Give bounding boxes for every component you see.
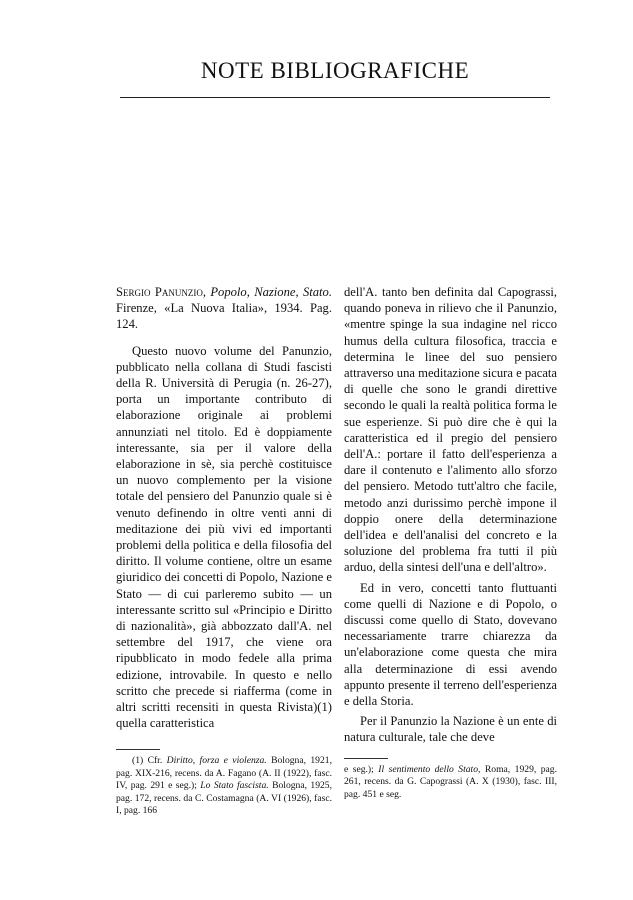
footnote-ref2-rest: Bologna, 1925, pag. 172, recens. da C. Costamagna (A. VI (1926), fasc. I, pag. 166 (116, 780, 332, 817)
right-paragraph-2: Ed in vero, concetti tanto fluttuanti come quelli di Nazione e di Popolo, o discussi come quello di Stato, dovevano necessariamente trarre chiarezza da un'elaborazione come questa che mira alla determinazione di essi avendo appunto presente il terreno dell'esperienza e della Storia. (344, 580, 557, 709)
footnote-right (344, 758, 557, 801)
footnote-left (116, 749, 332, 817)
review-book-title: Popolo, Nazione, Stato. (210, 285, 332, 299)
footnote-cont-prefix: e seg.); (344, 763, 374, 775)
footnote-marker: (1) (132, 755, 144, 767)
footnote-rule-right (344, 758, 388, 759)
header-rule (120, 97, 550, 98)
footnote-ref1-prefix: Cfr. (147, 755, 163, 767)
footnote-ref1-title: Diritto, forza e violenza. (166, 755, 267, 767)
footnote-ref2-title: Lo Stato fascista. (200, 780, 269, 792)
review-publisher: Firenze, «La Nuova Italia», 1934. Pag. 124. (116, 301, 332, 332)
page-title: NOTE BIBLIOGRAFICHE (200, 58, 470, 83)
right-paragraph-3: Per il Panunzio la Nazione è un ente di natura culturale, tale che deve (344, 714, 557, 745)
right-paragraph-1: dell'A. tanto ben definita dal Capograssi, quando poneva in rilievo che il Panunzio, «mentre spinge la sua indagine nel ricco humus della cultura filosofica, traccia e determina le linee del suo pensiero attraverso una meditazione sicura e pacata di quelle che sono le grandi direttive secondo le quali la realtà politica forma le sue esperienze. Si può dire che è qui la caratteristica ed il pregio del pensiero dell'A.: portare il fatto dell'esperienza a dare il contenuto e l'alimento allo sforzo del pensiero. Metodo tutt'altro che facile, metodo anzi durissimo perchè impone il doppio onere della determinazione dell'idea e dell'analisi del concreto e la soluzione del problema fra tutti il più arduo, della sintesi dell'una e dell'altro». (344, 285, 557, 575)
review-author: Sergio Panunzio, (116, 285, 206, 299)
right-column (344, 284, 557, 801)
left-column (116, 284, 332, 818)
footnote-rule (116, 749, 160, 750)
footnote-cont-title: Il sentimento dello Stato, (378, 763, 481, 775)
footnote-1 (116, 755, 332, 817)
footnote-1-continued (344, 764, 557, 801)
review-heading (116, 284, 332, 333)
footnote-cont-rest: Roma, 1929, pag. 261, recens. da G. Capograssi (A. X (1930), fasc. III, pag. 451 e seg. (344, 763, 557, 800)
left-paragraph-1: Questo nuovo volume del Panunzio, pubblicato nella collana di Studi fascisti della R. Università di Perugia (n. 26-27), porta un importante contributo di elaborazione originale ai problemi annunziati nel titolo. Ed è doppiamente interessante, sia per il valore della elaborazione in sè, sia perchè costituisce un nuovo complemento per la visione totale del pensiero del Panunzio quale si è venuto definendo in oltre venti anni di meditazione dei più vivi ed importanti problemi della politica e della filosofia del diritto. Il volume contiene, oltre un esame giuridico dei concetti di Popolo, Nazione e Stato — di cui parleremo subito — un interessante scritto sul «Principio e Diritto di nazionalità», già abbozzato dall'A. nel settembre del 1917, che viene ora ripubblicato in modo fedele alla prima edizione, introvabile. In questo e nello scritto che precede si riafferma (come in altri scritti recensiti in questa Rivista)(1) quella caratteristica (116, 343, 332, 731)
footnote-ref1-rest: Bologna, 1921, pag. XIX-216, recens. da A. Fagano (A. II (1922), fasc. IV, pag. 291 e seg.); (116, 755, 332, 792)
